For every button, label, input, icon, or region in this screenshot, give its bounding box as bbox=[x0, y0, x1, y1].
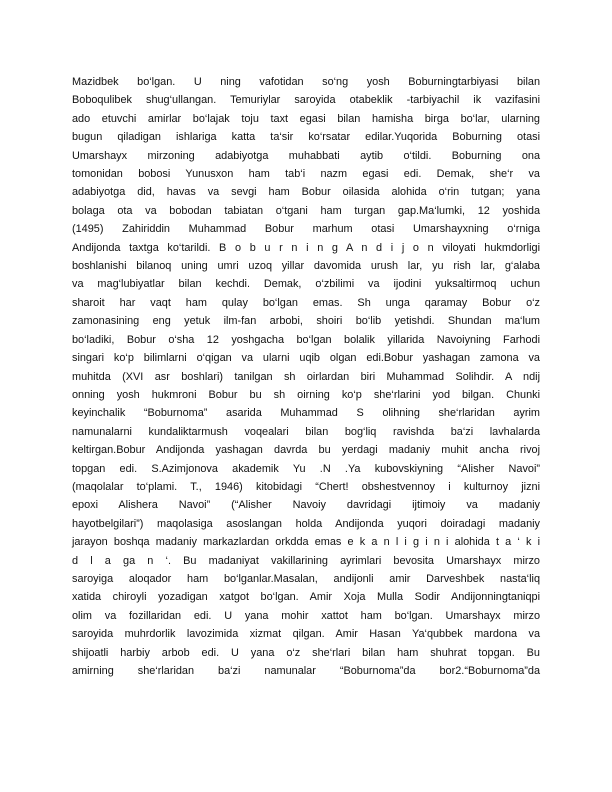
text-line: jarayon boshqa madaniy markazlardan orkdda emas e k a n l i g i n i alohida t a ‘ k i bbox=[72, 536, 540, 549]
text-line: saroyiga aloqador ham bo‘lganlar.Masalan, andijonli amir Darveshbek nasta‘liq bbox=[72, 572, 540, 585]
text-line: olim va fozillaridan edi. U yana mohir xattot ham bo‘lgan. Umarshayx mirzo bbox=[72, 609, 540, 622]
text-line: bugun qiladigan ishlariga katta ta‘sir ko‘rsatar edilar.Yuqorida Boburning otasi bbox=[72, 131, 540, 144]
text-line: (1495) Zahiriddin Muhammad Bobur marhum otasi Umarshayxning o‘rniga bbox=[72, 223, 540, 236]
text-line: onning yosh hukmroni Bobur bu sh oirning ko‘p she‘rlarini yod bilgan. Chunki bbox=[72, 388, 540, 401]
text-line: topgan edi. S.Azimjonova akademik Yu .N .Ya kubovskiyning “Alisher Navoi” bbox=[72, 462, 540, 475]
text-line: shijoatli harbiy arbob edi. U yana o‘z she‘rlari bilan ham shuhrat topgan. Bu bbox=[72, 646, 540, 659]
text-line: amirning she‘rlaridan ba‘zi namunalar “Boburnoma”da bor2.“Boburnoma”da bbox=[72, 665, 540, 677]
text-line: adabiyotga did, havas va sevgi ham Bobur oilasida alohida o‘rin tutgan; yana bbox=[72, 186, 540, 199]
body-text bbox=[72, 73, 540, 680]
text-line: epoxi Alishera Navoi” (“Alisher Navoiy davridagi ijtimoiy va madaniy bbox=[72, 499, 540, 512]
text-line: Boboqulibek shug‘ullangan. Temuriylar saroyida otabeklik -tarbiyachil ik vazifasini bbox=[72, 94, 540, 107]
text-line: boshlanishi bilanoq uning umri uzoq yillar davomida urush lar, yu rish lar, g‘alaba bbox=[72, 260, 540, 273]
text-line: tomonidan bobosi Yunusxon ham tab‘i nazm egasi edi. Demak, she‘r va bbox=[72, 168, 540, 181]
text-line: namunalarni kundaliktarmush voqealari bilan bog‘liq ravishda ba‘zi lavhalarda bbox=[72, 425, 540, 438]
text-line: (maqolalar to‘plami. T., 1946) kitobidagi “Chert! obshestvennoy i kulturnoy jizni bbox=[72, 480, 540, 493]
text-line: saroyida muhrdorlik lavozimida xizmat qilgan. Amir Hasan Ya‘qubbek mardona va bbox=[72, 628, 540, 641]
text-line: keltirgan.Bobur Andijonda yashagan davrda bu yerdagi madaniy muhit ancha rivoj bbox=[72, 444, 540, 457]
text-line: sharoit har vaqt ham qulay bo‘lgan emas. Sh unga qaramay Bobur o‘z bbox=[72, 296, 540, 309]
text-line: bo‘ladiki, Bobur o‘sha 12 yoshgacha bo‘lgan bolalik yillarida Navoiyning Farhodi bbox=[72, 333, 540, 346]
text-line: Umarshayx mirzoning adabiyotga muhabbati aytib o‘tildi. Boburning ona bbox=[72, 149, 540, 162]
text-line: Andijonda taxtga ko‘tarildi. B o b u r n i n g A n d i j o n viloyati hukmdorligi bbox=[72, 241, 540, 254]
text-line: muhitda (XVI asr boshlari) tanilgan sh oirlardan biri Muhammad Solihdir. A ndij bbox=[72, 370, 540, 383]
text-line: ado etuvchi amirlar bo‘lajak toju taxt egasi bilan hamisha birga bo‘lar, ularning bbox=[72, 112, 540, 125]
text-line: zamonasining eng yetuk ilm-fan arbobi, shoiri bo‘lib yetishdi. Shundan ma‘lum bbox=[72, 315, 540, 328]
text-line: xatida chiroyli yozadigan xatgot bo‘lgan. Amir Xoja Mulla Sodir Andijonningtaniqpi bbox=[72, 591, 540, 604]
text-line: singari ko‘p bilimlarni o‘qigan va ularni uqib olgan edi.Bobur yashagan zamona va bbox=[72, 352, 540, 365]
text-line: hayotbelgilari”) maqolasiga asoslangan holda Andijonda yuqori doiradagi madaniy bbox=[72, 517, 540, 530]
text-line: d l a ga n ‘. Bu madaniyat vakillarining ayrimlari bevosita Umarshayx mirzo bbox=[72, 554, 540, 567]
text-line: Mazidbek bo‘lgan. U ning vafotidan so‘ng yosh Boburningtarbiyasi bilan bbox=[72, 76, 540, 88]
text-line: keyinchalik “Boburnoma” asarida Muhammad S olihning she‘rlaridan ayrim bbox=[72, 407, 540, 420]
text-line: va mag‘lubiyatlar bilan kechdi. Demak, o‘zbilimi va ijodini yuksaltirmoq uchun bbox=[72, 278, 540, 291]
text-line: bolaga ota va bobodan tabiatan o‘tgani ham turgan gap.Ma‘lumki, 12 yoshida bbox=[72, 204, 540, 217]
